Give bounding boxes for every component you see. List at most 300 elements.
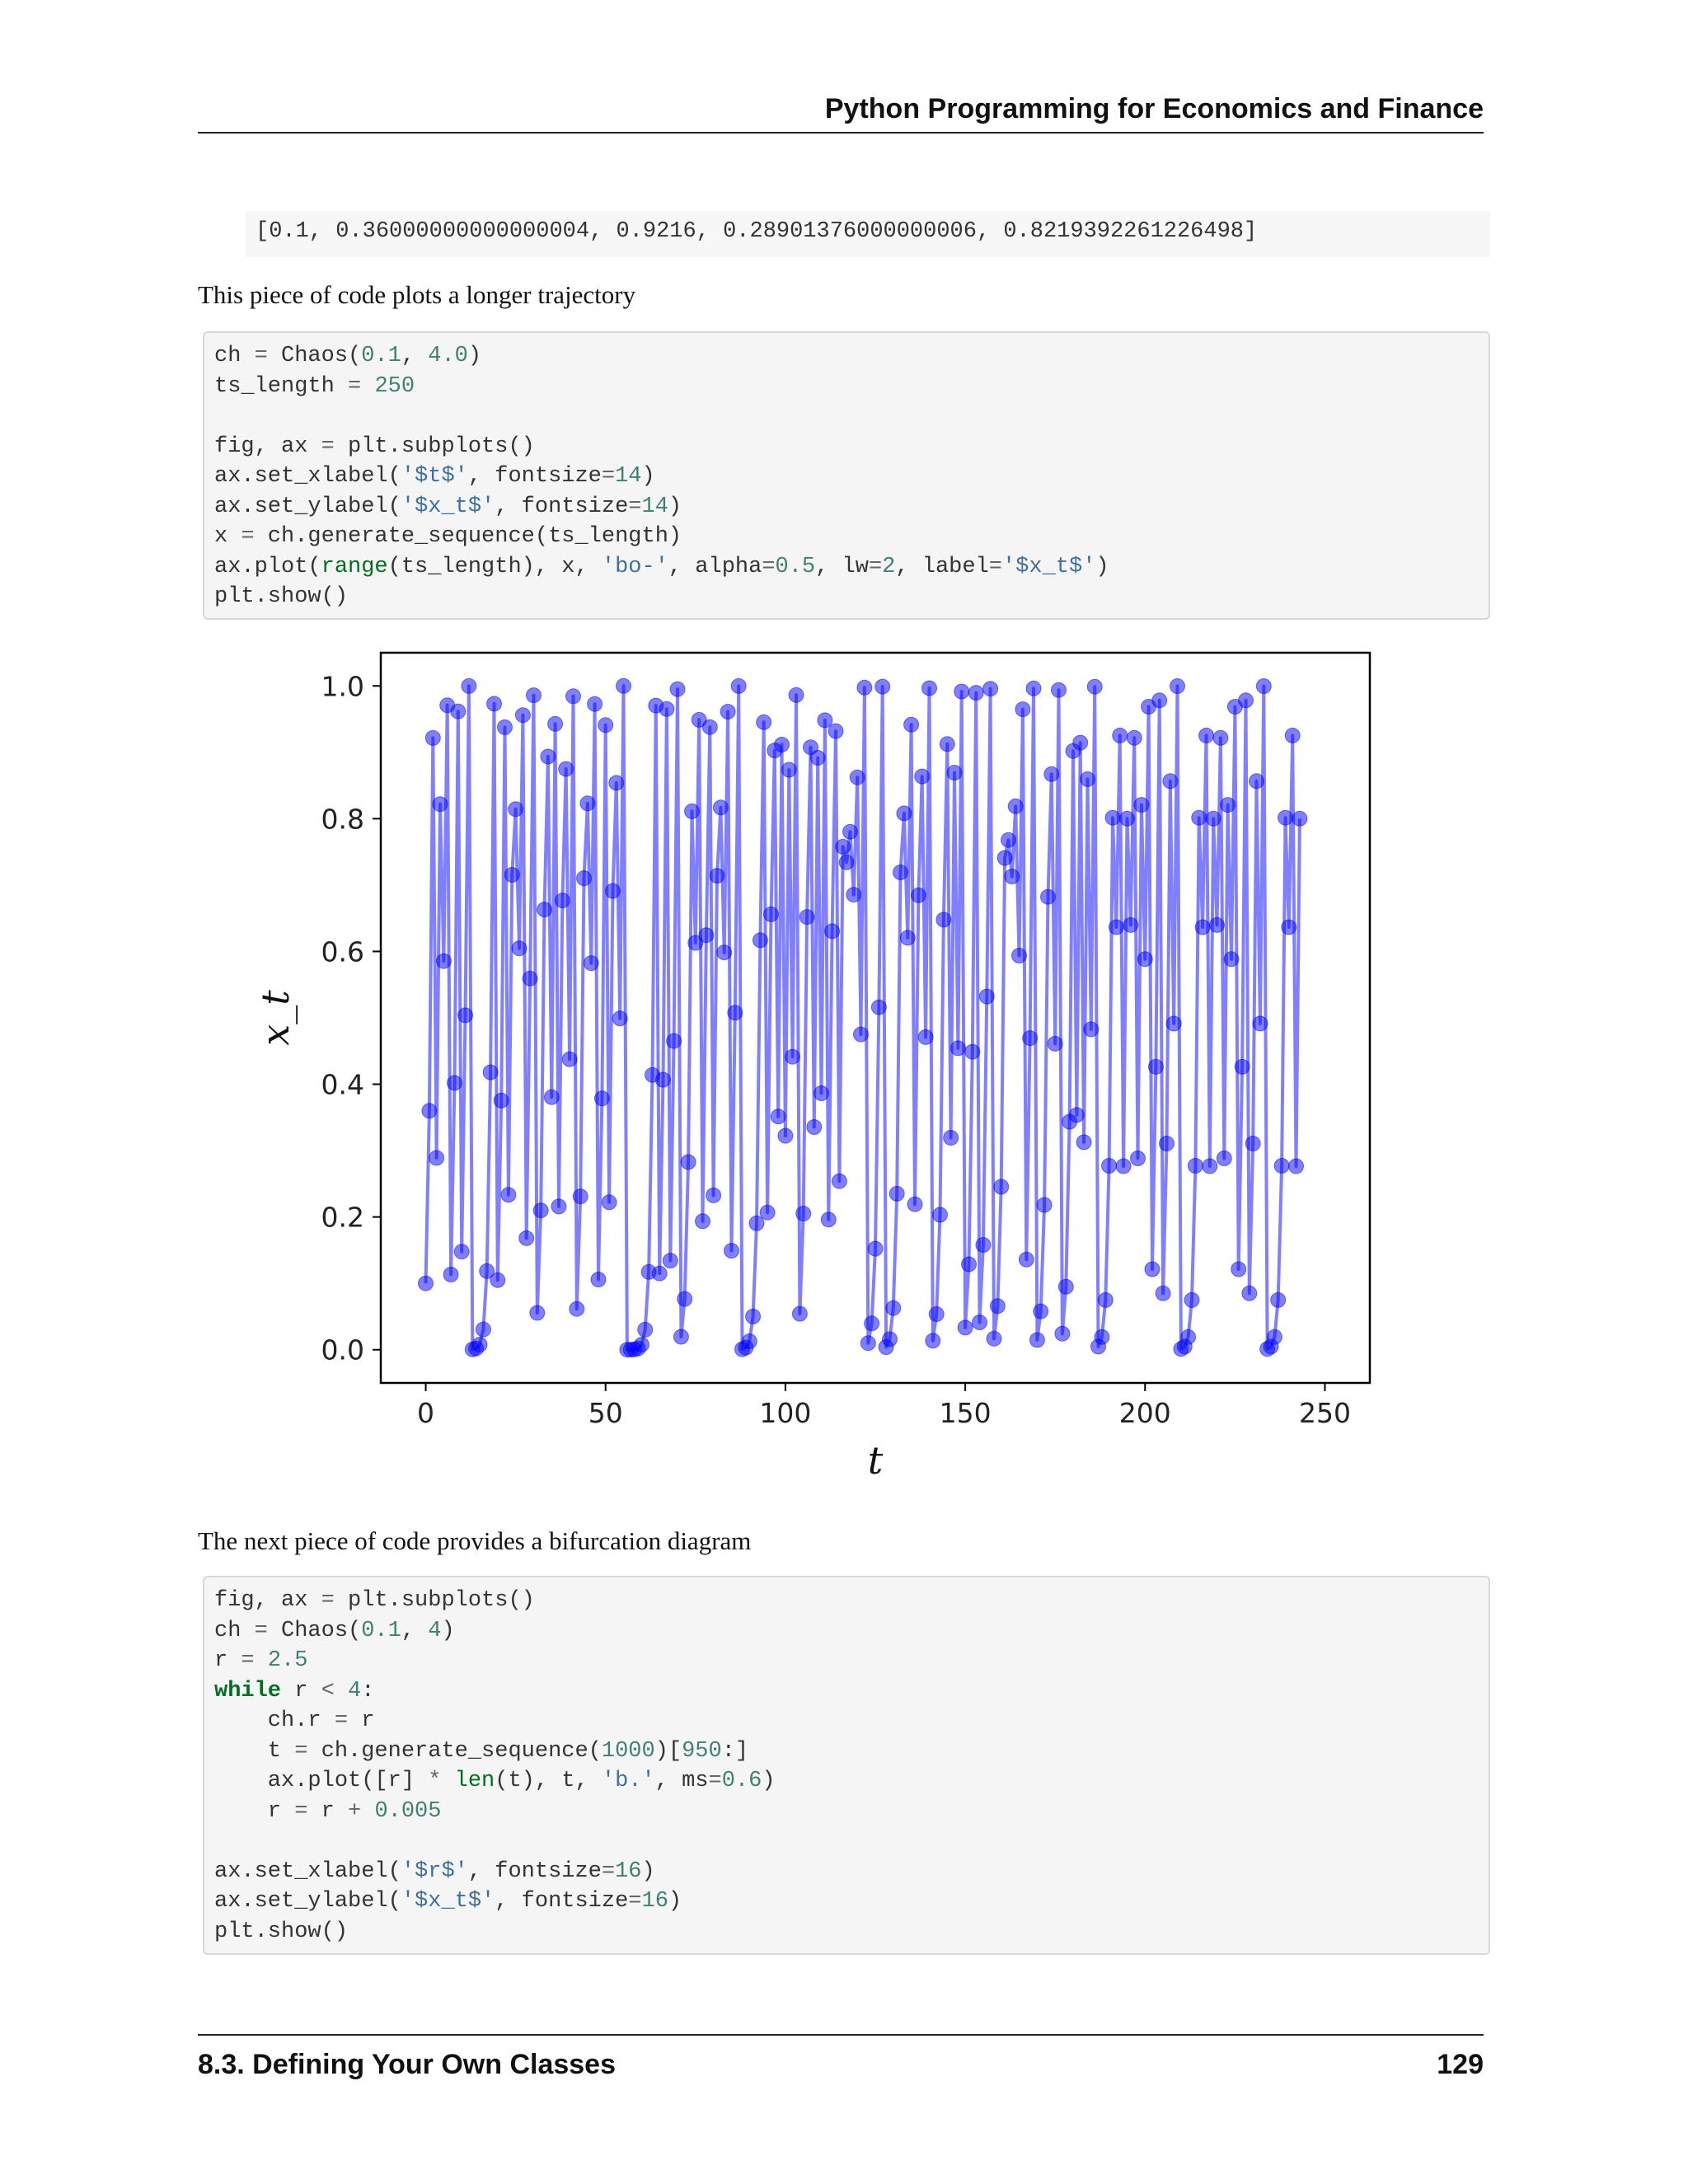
data-point [883, 1332, 898, 1347]
code-token: '$x_t$' [1001, 554, 1096, 579]
code-token: , fontsize [467, 464, 602, 489]
data-point [1235, 1059, 1250, 1074]
data-point [1289, 1159, 1304, 1174]
data-point [904, 717, 919, 732]
data-point [530, 1305, 545, 1320]
code-token: , [401, 1618, 429, 1643]
data-point [973, 1315, 987, 1330]
data-point [501, 1188, 516, 1202]
data-point [810, 751, 825, 766]
code-token: = [321, 434, 335, 459]
data-point [742, 1334, 757, 1349]
data-point [443, 1268, 458, 1282]
data-point [836, 839, 851, 854]
code-token: 4 [348, 1678, 362, 1704]
code-token: plt.show() [214, 1919, 349, 1944]
code-token: ) [641, 464, 655, 489]
data-point [433, 797, 448, 812]
code-token: len [454, 1769, 495, 1793]
code-token: ) [467, 344, 482, 368]
data-point [753, 933, 767, 948]
data-point [1285, 728, 1300, 743]
code-line [214, 432, 1479, 462]
code-token [441, 1769, 454, 1793]
data-point [886, 1301, 901, 1315]
data-point [1081, 771, 1095, 786]
data-point [419, 1276, 434, 1291]
y-tick-label: 0.4 [321, 1068, 364, 1101]
code-token: , fontsize [495, 1889, 629, 1914]
code-token: r [214, 1798, 295, 1824]
data-point [1231, 1262, 1246, 1277]
data-point [1210, 917, 1225, 932]
data-point [1181, 1329, 1196, 1344]
code-token: 0.005 [374, 1798, 442, 1824]
code-line [214, 1646, 1479, 1676]
code-token: ax.set_xlabel( [214, 464, 401, 489]
code-token: = [601, 1858, 616, 1884]
code-line [214, 1616, 1479, 1647]
data-point [1213, 730, 1228, 745]
code-token: : [361, 1678, 375, 1704]
data-point [570, 1301, 584, 1316]
running-footer [198, 2034, 1484, 2093]
code-token: ) [441, 1618, 455, 1643]
data-point [1267, 1329, 1282, 1344]
data-point [519, 1230, 534, 1245]
data-point [1188, 1159, 1203, 1174]
code-token: , label [895, 554, 989, 579]
code-token [335, 1679, 348, 1704]
data-point [1253, 1016, 1268, 1031]
data-point [584, 956, 598, 971]
data-point [544, 1090, 559, 1104]
data-point [962, 1257, 977, 1272]
data-point [1041, 889, 1056, 904]
data-point [527, 688, 542, 703]
data-point [1098, 1292, 1113, 1307]
data-point [1195, 920, 1210, 935]
running-header [198, 92, 1484, 134]
data-point [577, 871, 592, 886]
data-point [893, 865, 908, 880]
data-point [472, 1338, 487, 1352]
code-line [214, 1917, 1479, 1947]
data-point [911, 888, 926, 902]
code-token: ) [668, 1889, 682, 1914]
data-point [476, 1322, 490, 1337]
data-point [1120, 811, 1135, 826]
code-token: 14 [641, 494, 668, 519]
data-point [1170, 679, 1185, 694]
data-point [1131, 1151, 1146, 1166]
data-point [828, 724, 843, 738]
data-point [746, 1309, 761, 1324]
code-token: '$t$' [401, 464, 468, 489]
data-point [799, 910, 814, 925]
data-point [1145, 1262, 1160, 1277]
data-point [685, 804, 700, 818]
trajectory-chart [253, 643, 1401, 1500]
data-point [936, 912, 951, 927]
code-token: * [428, 1769, 442, 1793]
data-point [1137, 952, 1152, 967]
code-token: ) [668, 494, 682, 519]
code-token: fig, ax [214, 434, 321, 459]
data-point [871, 1000, 886, 1015]
code-token: = [868, 554, 883, 579]
code-line [214, 1797, 1479, 1827]
code-line [214, 1766, 1479, 1797]
code-token: 2 [882, 554, 896, 579]
data-point [462, 678, 476, 693]
data-point [860, 1336, 875, 1351]
code-line [214, 1586, 1479, 1616]
data-point [515, 708, 530, 723]
data-point [706, 1188, 721, 1202]
data-point [1044, 766, 1059, 781]
code-token: ch [214, 1618, 255, 1643]
data-point [490, 1272, 505, 1287]
data-point [846, 888, 861, 902]
data-point [494, 1093, 509, 1108]
data-point [1116, 1159, 1131, 1174]
code-line [214, 462, 1479, 492]
data-point [1224, 952, 1239, 967]
data-point [617, 678, 631, 693]
data-point [764, 907, 779, 921]
data-point [1221, 798, 1236, 813]
data-point [638, 1322, 653, 1337]
data-point [997, 851, 1012, 865]
code-token: = [321, 1588, 335, 1613]
code-token: 1000 [601, 1738, 655, 1764]
code-token: t [214, 1738, 295, 1764]
data-point [1206, 811, 1221, 826]
code-token: = [241, 524, 255, 549]
code-token: = [241, 1648, 255, 1673]
code-token: ) [1095, 554, 1109, 579]
code-token: ax.plot( [214, 554, 321, 579]
data-point [1105, 810, 1120, 825]
x-tick-label: 100 [759, 1397, 812, 1429]
x-tick-label: 150 [939, 1397, 992, 1429]
code-token: '$r$' [401, 1858, 468, 1884]
data-point [926, 1333, 940, 1348]
data-point [710, 869, 724, 883]
data-point [1001, 832, 1016, 847]
data-point [854, 1027, 869, 1042]
data-point [1084, 1022, 1099, 1037]
data-point [944, 1131, 959, 1146]
data-point [933, 1207, 948, 1222]
code-token: + [348, 1798, 362, 1824]
data-point [785, 1049, 800, 1064]
code-token: , [401, 344, 429, 368]
data-point [454, 1244, 469, 1259]
code-line [214, 401, 1479, 432]
data-point [673, 1329, 688, 1344]
data-point [897, 806, 912, 821]
data-point [1203, 1159, 1217, 1174]
data-point [825, 924, 840, 939]
data-point [868, 1241, 883, 1256]
data-point [634, 1338, 649, 1352]
paragraph-trajectory: This piece of code plots a longer trajectory [198, 280, 636, 309]
data-point [1029, 1333, 1044, 1347]
data-point [976, 1238, 991, 1253]
data-point [1123, 917, 1138, 932]
code-token: plt.show() [214, 584, 349, 609]
data-point [1109, 920, 1123, 935]
code-token: r [348, 1708, 375, 1733]
code-token: )[ [654, 1738, 682, 1764]
code-token: 4.0 [428, 344, 468, 368]
data-point [979, 989, 994, 1004]
data-point [1023, 1031, 1038, 1046]
data-point [717, 945, 732, 960]
data-point [659, 701, 674, 716]
code-token: '$x_t$' [401, 494, 495, 519]
code-token [255, 1648, 268, 1673]
data-point [843, 824, 858, 839]
data-point [551, 1199, 566, 1214]
code-token: ax.set_xlabel( [214, 1858, 401, 1884]
code-token: , fontsize [467, 1858, 602, 1884]
code-line [214, 492, 1479, 523]
code-token: = [628, 1889, 642, 1914]
data-point [1199, 728, 1214, 743]
code-token: = [294, 1738, 308, 1764]
data-point [1073, 735, 1088, 750]
data-point [512, 941, 527, 956]
code-token: 'bo-' [601, 554, 668, 579]
data-point [875, 679, 890, 694]
data-point [947, 766, 962, 780]
code-token: :] [721, 1738, 749, 1764]
data-point [448, 1076, 462, 1090]
data-point [771, 1109, 785, 1124]
data-point [792, 1306, 807, 1321]
data-point [498, 719, 513, 734]
data-point [1026, 681, 1041, 696]
data-point [504, 868, 519, 883]
code-token: (ts_length), x, [387, 554, 602, 579]
code-token: 250 [374, 373, 415, 399]
code-token: fig, ax [214, 1588, 321, 1613]
data-point [1184, 1292, 1199, 1307]
data-point [814, 1086, 829, 1101]
data-point [573, 1189, 588, 1204]
y-tick-label: 0.8 [321, 803, 364, 836]
code-token: = [294, 1798, 308, 1824]
y-tick-label: 0.0 [321, 1333, 364, 1366]
code-token: 16 [641, 1889, 668, 1914]
data-point [487, 696, 502, 711]
data-point [1058, 1279, 1073, 1294]
y-tick-label: 0.6 [321, 935, 364, 968]
data-point [483, 1065, 498, 1080]
data-point [559, 762, 574, 776]
data-point [929, 1307, 944, 1322]
data-point [983, 682, 998, 696]
data-point [968, 686, 983, 701]
code-token: 0.5 [775, 554, 816, 579]
data-point [1256, 679, 1271, 694]
data-point [1292, 811, 1307, 826]
data-point [533, 1203, 548, 1218]
data-point [987, 1331, 1001, 1346]
data-point [731, 678, 746, 693]
code-line [214, 341, 1479, 372]
data-point [1008, 799, 1023, 813]
data-point [724, 1244, 739, 1258]
y-tick-label: 0.2 [321, 1201, 364, 1234]
code-output: [0.1, 0.36000000000000004, 0.9216, 0.28901376000000006, 0.8219392261226498] [246, 211, 1490, 257]
code-token: r [307, 1798, 349, 1824]
code-line [214, 372, 1479, 402]
data-point [990, 1299, 1005, 1314]
data-point [591, 1272, 606, 1287]
data-point [965, 1044, 980, 1059]
code-token: = [762, 554, 776, 579]
code-token: ch.generate_sequence( [307, 1738, 602, 1764]
code-token: ax.set_ylabel( [214, 494, 401, 519]
x-tick-label: 0 [417, 1397, 435, 1429]
data-point [781, 762, 796, 777]
data-point [562, 1052, 577, 1066]
code-token: ch.r [214, 1708, 335, 1733]
data-point [728, 1005, 743, 1020]
data-point [789, 687, 804, 702]
y-axis-label: x_t [253, 990, 298, 1046]
x-tick-label: 200 [1118, 1397, 1171, 1429]
code-token: Chaos( [267, 344, 362, 368]
data-point [1239, 693, 1254, 708]
x-tick-label: 50 [588, 1397, 623, 1429]
data-point [541, 749, 556, 764]
data-point [807, 1120, 822, 1135]
code-token: while [214, 1678, 282, 1704]
code-token: 14 [615, 464, 642, 489]
data-point [537, 902, 552, 917]
data-point [994, 1179, 1009, 1194]
data-point [1034, 1304, 1048, 1319]
code-token: ) [641, 1858, 655, 1884]
data-point [656, 1072, 671, 1087]
code-token [361, 1799, 374, 1824]
code-line [214, 582, 1479, 612]
code-line [214, 1706, 1479, 1736]
data-point [1012, 949, 1027, 963]
data-point [832, 1174, 846, 1188]
data-point [1076, 1135, 1091, 1150]
x-axis-label: t [867, 1438, 884, 1483]
data-point [1245, 1137, 1260, 1151]
data-point [566, 689, 581, 704]
data-point [865, 1316, 879, 1331]
code-line [214, 1826, 1479, 1857]
data-point [713, 800, 728, 815]
code-token [361, 374, 374, 399]
code-token: plt.subplots() [334, 434, 535, 459]
code-token: = [334, 1708, 349, 1733]
data-point [594, 1091, 609, 1106]
data-point [702, 719, 717, 734]
data-point [1019, 1252, 1034, 1267]
code-block-bifurcation [203, 1576, 1490, 1955]
data-point [588, 696, 603, 711]
code-block-trajectory [203, 331, 1490, 620]
data-point [1048, 1036, 1062, 1051]
code-token: 'b.' [601, 1769, 655, 1793]
data-point [1095, 1329, 1109, 1344]
data-point [796, 1207, 811, 1221]
data-point [720, 705, 735, 719]
data-point [699, 928, 714, 943]
data-point [1163, 774, 1178, 789]
data-point [1102, 1159, 1117, 1174]
data-point [681, 1155, 696, 1169]
data-point [958, 1320, 973, 1335]
code-token: r [214, 1648, 241, 1673]
code-token: 950 [682, 1738, 722, 1764]
code-token: = [988, 554, 1002, 579]
data-point [1069, 1108, 1084, 1122]
data-point [425, 730, 440, 745]
data-point [918, 1029, 933, 1044]
code-token: , lw [815, 554, 869, 579]
data-point [1250, 774, 1264, 789]
data-point [678, 1291, 692, 1306]
data-point [889, 1186, 904, 1201]
code-token: = [601, 464, 616, 489]
data-point [922, 681, 937, 696]
data-point [555, 893, 570, 908]
data-point [458, 1008, 473, 1023]
data-point [900, 930, 915, 945]
data-point [1282, 920, 1296, 935]
data-point [1134, 798, 1149, 813]
data-point [548, 716, 563, 731]
data-point [1271, 1292, 1286, 1307]
data-point [915, 769, 930, 784]
data-point [1160, 1137, 1175, 1151]
code-line [214, 1736, 1479, 1767]
data-point [1005, 869, 1020, 884]
data-point [1166, 1016, 1181, 1031]
x-tick-label: 250 [1298, 1397, 1351, 1429]
data-point [1052, 682, 1067, 697]
code-token: 0.1 [361, 344, 401, 368]
code-token: ch [214, 344, 255, 368]
data-point [940, 737, 954, 752]
code-line [214, 1857, 1479, 1887]
code-token: x [214, 524, 241, 549]
code-line [214, 522, 1479, 552]
code-line [214, 1886, 1479, 1917]
code-token: = [348, 373, 362, 399]
data-point [1127, 730, 1142, 745]
data-point [1156, 1286, 1170, 1301]
data-point [663, 1254, 678, 1268]
data-point [612, 1011, 627, 1026]
data-point [1148, 1059, 1163, 1074]
data-point [696, 1214, 710, 1229]
code-token: , alpha [668, 554, 762, 579]
code-token: (t), t, [495, 1769, 602, 1793]
code-token: = [708, 1769, 722, 1793]
